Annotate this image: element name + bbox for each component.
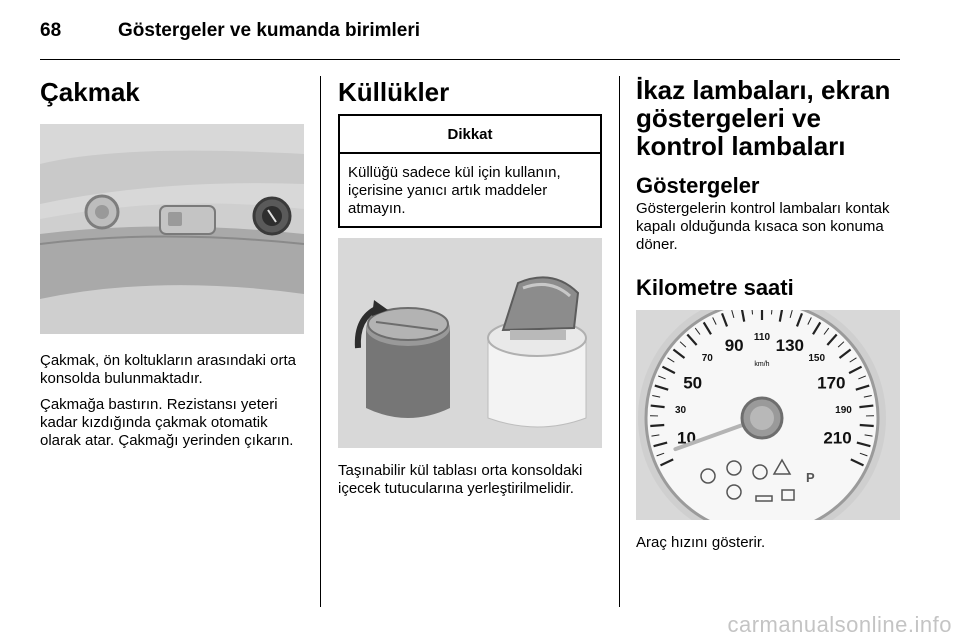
gauge-tick [650, 425, 664, 426]
caution-box [338, 114, 602, 228]
ashtray-drawing [338, 238, 602, 448]
ashtray-illustration [338, 238, 602, 448]
heading-lighter: Çakmak [40, 77, 140, 107]
gauge-label: 50 [683, 373, 703, 393]
lighter-drawing [40, 124, 304, 334]
column-divider [320, 76, 321, 607]
column-indicators [636, 72, 900, 552]
lighter-location-text: Çakmak, ön koltukların arasındaki orta konsolda bulunmaktadır. [40, 352, 296, 387]
gauge-label: 90 [724, 336, 744, 356]
lighter-illustration [40, 124, 304, 334]
gauge-label: 70 [701, 352, 713, 364]
gauge-label: 210 [823, 428, 852, 448]
gauge-label: 130 [775, 336, 805, 356]
caution-text: Küllüğü sadece kül için kullanın, içerisine yanıcı artık maddeler atmayın. [348, 164, 561, 217]
gauge-tick [651, 406, 665, 408]
lighter-usage-text: Çakmağa bastırın. Rezistansı yeteri kadar kızdığında çakmak otomatik olarak atar. Çakmağı yerinden çıkarın. [40, 396, 294, 449]
gauge-label: 150 [808, 352, 826, 364]
gauge-label: 170 [817, 373, 846, 393]
caution-title: Dikkat [340, 116, 600, 154]
gauge-tick [860, 425, 874, 426]
column-lighter [40, 72, 304, 450]
gauge-label: 10 [677, 428, 696, 448]
header-title: Göstergeler ve kumanda birimleri [118, 20, 421, 41]
gauge-label: 110 [753, 332, 771, 343]
heading-indicators: İkaz lambaları, ekran göstergeleri ve kontrol lambaları [636, 75, 891, 161]
page-header [0, 0, 960, 60]
gauge-tick [859, 406, 873, 408]
subheading-speedometer: Kilometre saati [636, 275, 794, 300]
gauges-text: Göstergelerin kontrol lambaları kontak kapalı olduğunda kısaca son konuma döner. [636, 200, 890, 253]
parking-icon: P [806, 470, 815, 485]
column-ashtrays [338, 72, 602, 498]
heading-ashtrays: Küllükler [338, 77, 450, 107]
speedometer-illustration [636, 310, 900, 520]
speedometer-drawing [636, 310, 900, 520]
speedometer-caption: Araç hızını gösterir. [636, 534, 766, 551]
gauge-label: 190 [835, 404, 852, 416]
watermark: carmanualsonline.info [727, 612, 952, 637]
page-number: 68 [40, 20, 62, 41]
gauge-label: 30 [674, 404, 687, 416]
subheading-gauges: Göstergeler [636, 173, 760, 198]
ashtray-caption: Taşınabilir kül tablası orta konsoldaki içecek tutucularına yerleştirilmelidir. [338, 462, 583, 497]
header-rule [40, 59, 900, 60]
gauge-unit: km/h [754, 361, 770, 368]
column-divider [619, 76, 620, 607]
